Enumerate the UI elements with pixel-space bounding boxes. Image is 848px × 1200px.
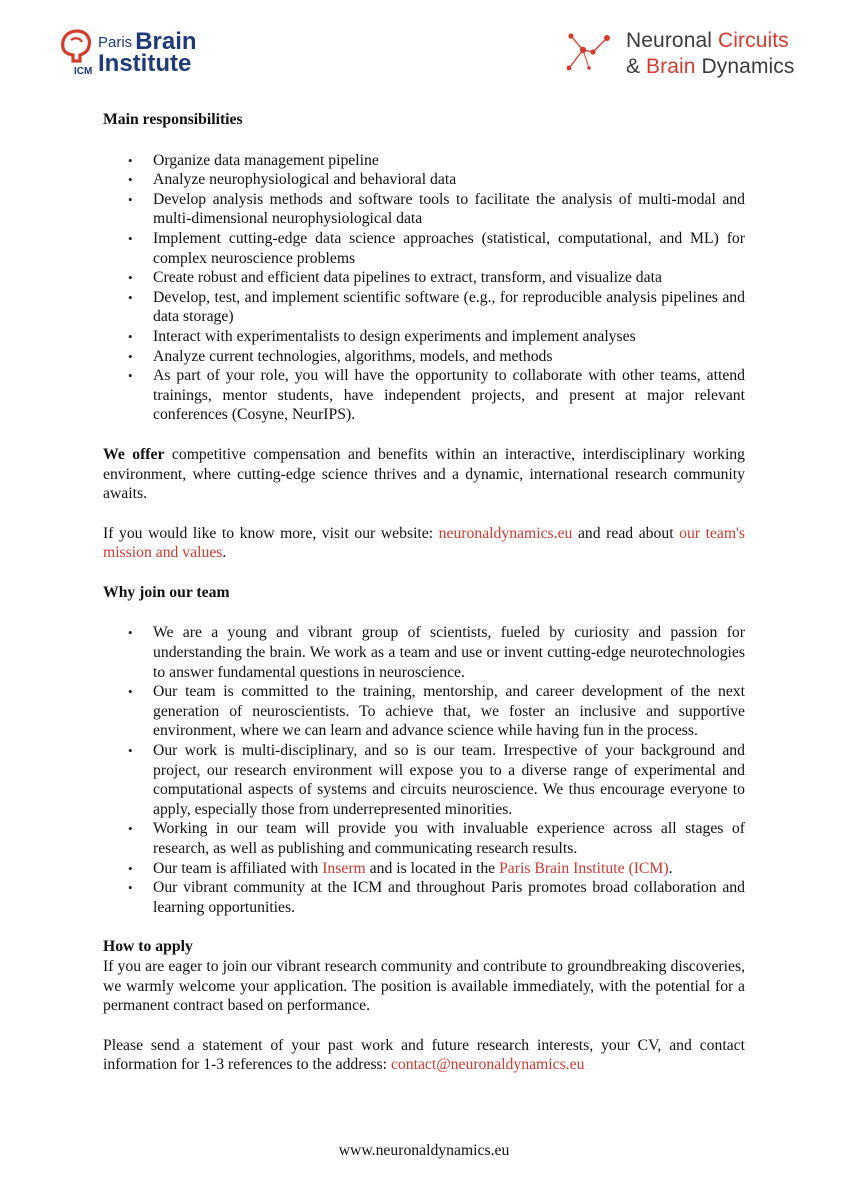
list-item: • Our work is multi-disciplinary, and so is our team. Irrespective of your background and project, our research environment will expose you to a diverse range of experimental and computational aspects of systems and circuits neuroscience. We thus encourage everyone to apply, especially those from underrepresented minorities. bbox=[153, 741, 745, 819]
affiliation-end: . bbox=[668, 859, 673, 877]
logo-line2 bbox=[626, 55, 795, 79]
logo-brain-text: Brain bbox=[135, 28, 197, 55]
icm-badge: ICM bbox=[74, 66, 93, 77]
list-item: • Analyze current technologies, algorithms, models, and methods bbox=[153, 347, 745, 367]
logo-institute-text: Institute bbox=[98, 50, 192, 77]
apply-paragraph: If you are eager to join our vibrant research community and contribute to groundbreaking discoveries, we warmly welcome your application. The position is available immediately, with the potential for a permanent contract based on performance. bbox=[103, 957, 745, 1015]
list-item: • Develop analysis methods and software tools to facilitate the analysis of multi-modal and multi-dimensional neurophysiological data bbox=[153, 190, 745, 229]
list-item: • Create robust and efficient data pipelines to extract, transform, and visualize data bbox=[153, 268, 745, 288]
send-text: Please send a statement of your past work and future research interests, your CV, and contact information for 1-3 references to the address: bbox=[103, 1036, 745, 1074]
mission-values-link[interactable]: our team's mission and values bbox=[103, 524, 745, 562]
send-paragraph bbox=[103, 1036, 745, 1075]
why-join-list bbox=[103, 623, 745, 917]
inserm-link[interactable]: Inserm bbox=[322, 859, 366, 877]
website-link[interactable]: neuronaldynamics.eu bbox=[438, 524, 573, 542]
list-item: • We are a young and vibrant group of scientists, fueled by curiosity and passion for understanding the brain. We work as a team and use or invent cutting-edge neurotechnologies to answer fundamental questions in neuroscience. bbox=[153, 623, 745, 682]
list-item: • As part of your role, you will have the opportunity to collaborate with other teams, attend trainings, mentor students, have independent projects, and present at major relevant conferences (Cosyne, NeurIPS). bbox=[153, 366, 745, 425]
why-join-heading: Why join our team bbox=[103, 583, 230, 601]
logo-word-amp: & bbox=[626, 55, 641, 78]
more-middle: and read about bbox=[572, 524, 680, 542]
more-info-paragraph bbox=[103, 524, 745, 563]
affiliation-before: Our team is affiliated with bbox=[153, 859, 323, 877]
neural-network-icon bbox=[563, 28, 619, 78]
more-end: . bbox=[222, 544, 227, 562]
list-item: • Interact with experimentalists to design experiments and implement analyses bbox=[153, 327, 745, 347]
neuronal-circuits-logo bbox=[563, 28, 813, 84]
page-header bbox=[0, 0, 848, 95]
brain-head-icon bbox=[58, 28, 94, 68]
how-to-apply-heading: How to apply bbox=[103, 938, 193, 956]
list-item: • Our team is committed to the training, mentorship, and career development of the next generation of neuroscientists. To achieve that, we foster an inclusive and supportive environment, where we can learn and advance science while having fun in the process. bbox=[153, 682, 745, 741]
responsibilities-heading: Main responsibilities bbox=[103, 111, 243, 128]
affiliation-middle: and is located in the bbox=[365, 859, 500, 877]
more-before: If you would like to know more, visit our website: bbox=[103, 524, 439, 542]
contact-email-link[interactable]: contact@neuronaldynamics.eu bbox=[390, 1056, 585, 1074]
responsibilities-list bbox=[103, 151, 745, 425]
list-item: • Implement cutting-edge data science approaches (statistical, computational, and ML) for complex neuroscience problems bbox=[153, 229, 745, 268]
logo-word-dynamics: Dynamics bbox=[701, 55, 795, 78]
logo-word-brain: Brain bbox=[646, 55, 696, 78]
offer-text: competitive compensation and benefits within an interactive, interdisciplinary working environment, where cutting-edge science thrives and a dynamic, international research community awaits. bbox=[103, 445, 745, 503]
document-body bbox=[103, 110, 745, 1075]
offer-paragraph bbox=[103, 445, 745, 504]
logo-line1 bbox=[626, 29, 789, 53]
list-item: • Organize data management pipeline bbox=[153, 151, 745, 171]
list-item: • Analyze neurophysiological and behavioral data bbox=[153, 170, 745, 190]
list-item: • Our vibrant community at the ICM and throughout Paris promotes broad collaboration and learning opportunities. bbox=[153, 878, 745, 917]
list-item: • Develop, test, and implement scientific software (e.g., for reproducible analysis pipelines and data storage) bbox=[153, 288, 745, 327]
logo-word-neuronal: Neuronal bbox=[626, 29, 713, 52]
list-item bbox=[153, 859, 745, 879]
logo-paris-text: Paris bbox=[98, 34, 133, 51]
offer-bold: We offer bbox=[103, 445, 165, 463]
footer-url[interactable]: www.neuronaldynamics.eu bbox=[338, 1142, 510, 1159]
list-item: • Working in our team will provide you with invaluable experience across all stages of research, as well as publishing and communicating research results. bbox=[153, 819, 745, 858]
icm-link[interactable]: Paris Brain Institute (ICM) bbox=[499, 859, 669, 877]
logo-word-circuits: Circuits bbox=[717, 29, 789, 52]
paris-brain-institute-logo bbox=[58, 26, 228, 82]
